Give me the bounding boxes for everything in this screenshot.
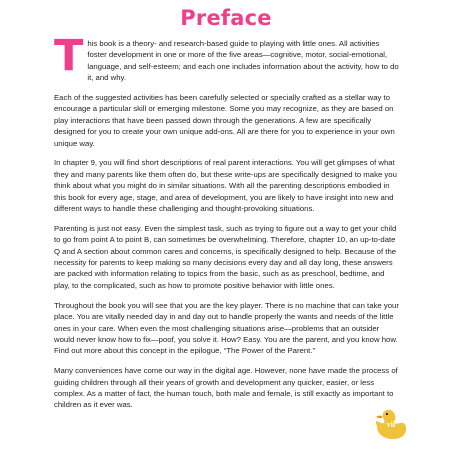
paragraph-1-text: his book is a theory- and research-based guide to playing with little ones. All activities foster development in one or more of the five areas—cognitive, motor, social-emotional, language, and self-esteem; and each one includes information about the activity, how to do it, and why. [87,39,399,83]
preface-body [54,31,399,419]
paragraph-5: Throughout the book you will see that you are the key player. There is no machine that can take your place. You are vitally needed day in and day out to handle properly the wants and needs of the little ones in your care. When even the most challenging situations arise—problems that an outsider would never know how to fix—poof, you solve it. How? Easy. You are the parent, and you know how. Find out more about this concept in the epilogue, “The Power of the Parent.” [54,300,399,356]
paragraph-6: Many conveniences have come our way in the digital age. However, none have made the process of guiding children through all their years of growth and development any quicker, easier, or less complex. As a matter of fact, the human touch, both male and female, is still exactly as important to children as it ever was. [54,366,398,410]
page-number: vii [386,420,396,429]
paragraph-2: Each of the suggested activities has been carefully selected or specially crafted as a stellar way to encourage a particular skill or emerging milestone. Some you may recognize, as they are based on play interactions that have been passed down through the generations. A few are specifically designed for you to create your own unique add-ons. All are there for you to experience in your own unique way. [54,93,395,148]
paragraph-3: In chapter 9, you will find short descriptions of real parent interactions. You will get glimpses of what they and many parents like them often do, but these write-ups are specifically designed to make you think about what you might do in similar situations. With all the parenting descriptions embodied in this book for every age, stage, and area of development, you are likely to have insight into new and different ways to handle these challenging and thought-provoking situations. [54,158,397,214]
paragraph-1 [54,31,399,84]
paragraph-4: Parenting is just not easy. Even the simplest task, such as trying to figure out a way to get your child to go from point A to point B, can sometimes be overwhelming. Therefore, chapter 10, an up-to-date Q and A section about common cares and concerns, is specifically designed to help. Because of the necessity for parents to keep making so many decisions every day and all day long, these answers are packed with information relating to topics from the basic, such as as preschool, bedtime, and play, to the complicated, such as how to promote positive behavior with little ones. [54,223,397,290]
drop-cap: T [54,31,84,81]
page-title: Preface [180,6,272,30]
